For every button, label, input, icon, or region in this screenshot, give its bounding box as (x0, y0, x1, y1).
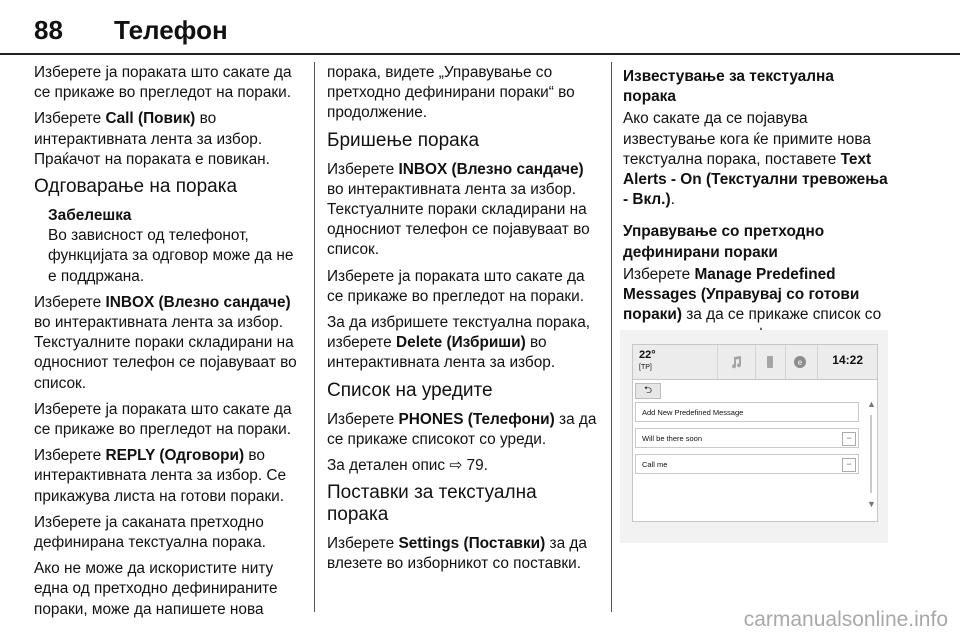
section-heading: Бришење порака (327, 129, 480, 151)
subsection-heading: Известување за текстуална порака (623, 68, 834, 106)
page-title: Телефон (114, 15, 228, 45)
column-divider (611, 62, 612, 612)
paragraph: Изберете ја саканата претходно дефинирана текстуална порака. (34, 513, 266, 552)
paragraph: Изберете INBOX (Влезно сандаче) во интерактивната лента за избор. Текстуалните пораки складирани на односниот телефон се појавуваат во список. (327, 160, 590, 259)
chevron-up-icon[interactable]: ▲ (867, 399, 876, 409)
divider (785, 345, 786, 379)
section-heading: Поставки за текстуална порака (327, 482, 537, 526)
paragraph: Ако не може да искористите ниту една од претходно дефинираните пораки, може да напишете нова (34, 560, 278, 618)
temperature: 22° (639, 349, 656, 361)
divider (717, 345, 718, 379)
app-icon[interactable] (787, 349, 813, 375)
screen-illustration (620, 330, 888, 543)
paragraph: За детален опис ⇨ 79. (327, 457, 488, 475)
svg-text:e: e (797, 358, 803, 367)
list-item-message[interactable]: Will be there soon − (635, 428, 859, 448)
section-heading: Список на уредите (327, 379, 493, 401)
paragraph: Изберете ја пораката што сакате да се прикаже во прегледот на пораки. (34, 400, 292, 439)
column-2 (327, 63, 599, 581)
back-button[interactable]: ⮌ (635, 383, 661, 399)
phone-icon[interactable] (757, 349, 783, 375)
page-header (0, 0, 960, 56)
divider (755, 345, 756, 379)
column-divider (314, 62, 315, 612)
note-title: Забелешка (48, 207, 132, 225)
scrollbar[interactable] (867, 399, 875, 509)
note-text: Во зависност од телефонот, функцијата за одговор може да не е поддржана. (48, 227, 294, 285)
paragraph: Изберете ја пораката што сакате да се прикаже во прегледот на пораки. (34, 64, 292, 102)
paragraph: Изберете PHONES (Телефони) за да се прикаже списокот со уреди. (327, 410, 597, 448)
paragraph: Изберете Call (Повик) во интерактивната лента за избор. Праќачот на пораката е повикан. (34, 110, 270, 168)
list-item-message[interactable]: Call me − (635, 454, 859, 474)
scroll-track (870, 415, 872, 493)
column-3 (623, 63, 889, 352)
divider (817, 345, 818, 379)
paragraph: Изберете Manage Predefined Messages (Управувај со готови пораки) за да се прикаже список со (623, 265, 882, 324)
display-frame (632, 344, 878, 522)
column-1 (34, 63, 302, 626)
section-heading: Одговарање на порака (34, 176, 238, 198)
paragraph: Изберете INBOX (Влезно сандаче) во интерактивната лента за избор. Текстуалните пораки складирани на односниот телефон се појавуваат во список. (34, 293, 297, 392)
header-rule (0, 53, 960, 55)
chevron-down-icon[interactable]: ▼ (867, 499, 876, 509)
status-bar (633, 345, 877, 380)
page-number: 88 (34, 15, 63, 45)
paragraph: Изберете ја пораката што сакате да се прикаже во прегледот на пораки. (327, 267, 585, 305)
paragraph: Изберете REPLY (Одговори) во интерактивната лента за избор. Се прикажува листа на готови пораки. (34, 447, 287, 505)
delete-icon[interactable]: − (842, 432, 856, 446)
tp-indicator: [TP] (639, 364, 652, 371)
note-box (34, 206, 302, 287)
clock: 14:22 (832, 353, 863, 367)
paragraph: порака, видете „Управување со претходно дефинирани пораки“ во продолжение. (327, 64, 575, 122)
paragraph: Ако сакате да се појавува известување кога ќе примите нова текстуална порака, поставете Text Alerts - On (Текстуални тревожења - Вкл.). (623, 110, 888, 209)
delete-icon[interactable]: − (842, 458, 856, 472)
list-item-add-message[interactable]: Add New Predefined Message (635, 402, 859, 422)
paragraph: Изберете Settings (Поставки) за да влезете во изборникот со поставки. (327, 535, 587, 573)
paragraph: За да избришете текстуална порака, изберете Delete (Избриши) во интерактивната лента за избор. (327, 314, 591, 372)
watermark: carmanualsonline.info (743, 608, 948, 631)
music-icon[interactable] (723, 349, 749, 375)
subsection-heading: Управување со претходно дефинирани пораки (623, 223, 825, 261)
